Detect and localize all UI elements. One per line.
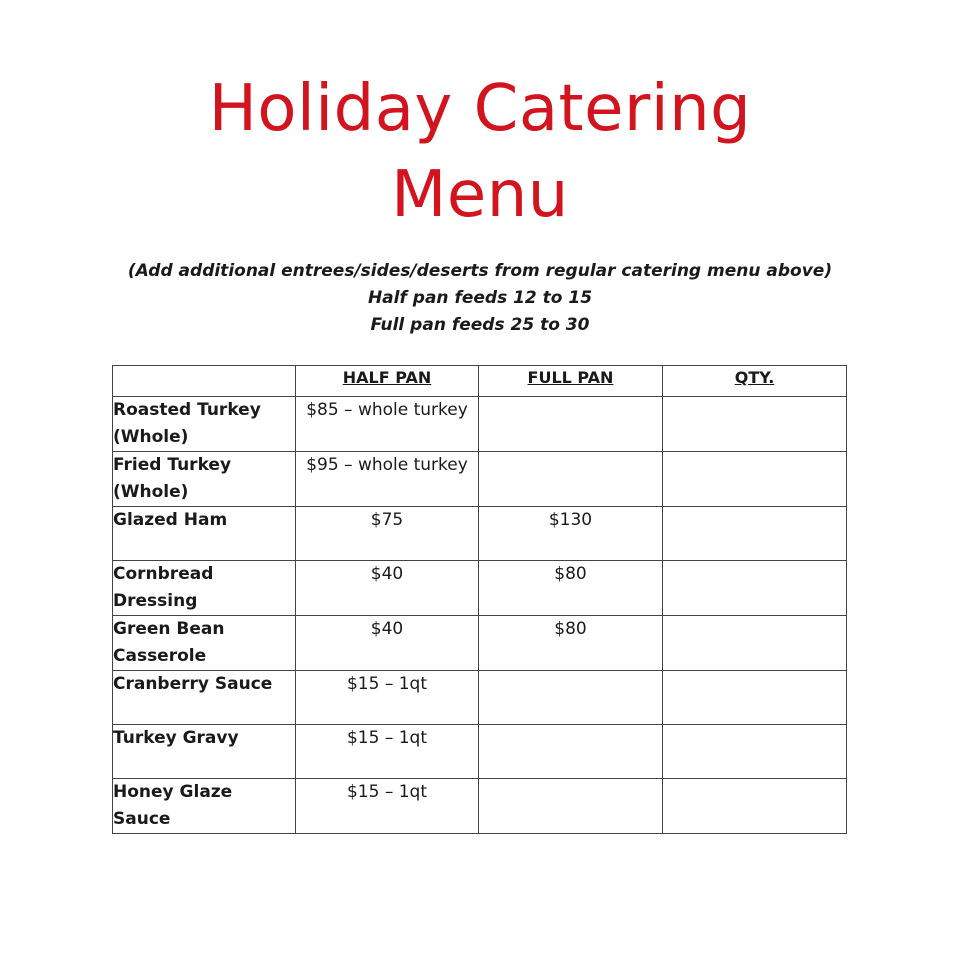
table-row (113, 397, 847, 452)
table-header-row (113, 366, 847, 397)
qty-cell[interactable] (663, 616, 847, 671)
item-name: Honey Glaze Sauce (113, 779, 296, 834)
header-half-pan: HALF PAN (296, 366, 479, 397)
item-name: Cornbread Dressing (113, 561, 296, 616)
menu-title (0, 66, 960, 238)
catering-price-table (112, 365, 847, 834)
item-name: Turkey Gravy (113, 725, 296, 779)
note-full-pan-serving: Full pan feeds 25 to 30 (370, 315, 590, 335)
qty-cell[interactable] (663, 725, 847, 779)
half-pan-price: $15 – 1qt (296, 671, 479, 725)
item-name: Roasted Turkey (Whole) (113, 397, 296, 452)
menu-title-line-2: Menu (391, 158, 569, 232)
half-pan-price: $15 – 1qt (296, 779, 479, 834)
item-name: Cranberry Sauce (113, 671, 296, 725)
table-row (113, 507, 847, 561)
menu-title-line-1: Holiday Catering (208, 72, 752, 146)
header-item (113, 366, 296, 397)
qty-cell[interactable] (663, 671, 847, 725)
half-pan-price: $85 – whole turkey (296, 397, 479, 452)
half-pan-price: $15 – 1qt (296, 725, 479, 779)
header-full-pan: FULL PAN (479, 366, 663, 397)
item-name: Glazed Ham (113, 507, 296, 561)
item-name: Fried Turkey (Whole) (113, 452, 296, 507)
qty-cell[interactable] (663, 452, 847, 507)
half-pan-price: $40 (296, 561, 479, 616)
full-pan-price: $80 (479, 561, 663, 616)
table-row (113, 671, 847, 725)
table-row (113, 452, 847, 507)
qty-cell[interactable] (663, 779, 847, 834)
header-qty: QTY. (663, 366, 847, 397)
table-row (113, 616, 847, 671)
full-pan-price (479, 779, 663, 834)
table-row (113, 779, 847, 834)
half-pan-price: $40 (296, 616, 479, 671)
half-pan-price: $75 (296, 507, 479, 561)
menu-notes (0, 258, 960, 339)
full-pan-price (479, 397, 663, 452)
full-pan-price (479, 452, 663, 507)
note-half-pan-serving: Half pan feeds 12 to 15 (367, 288, 593, 308)
note-additional-items: (Add additional entrees/sides/deserts from regular catering menu above) (127, 261, 833, 281)
qty-cell[interactable] (663, 507, 847, 561)
table-row (113, 725, 847, 779)
qty-cell[interactable] (663, 397, 847, 452)
full-pan-price (479, 725, 663, 779)
full-pan-price: $130 (479, 507, 663, 561)
half-pan-price: $95 – whole turkey (296, 452, 479, 507)
table-row (113, 561, 847, 616)
full-pan-price (479, 671, 663, 725)
item-name: Green Bean Casserole (113, 616, 296, 671)
qty-cell[interactable] (663, 561, 847, 616)
full-pan-price: $80 (479, 616, 663, 671)
